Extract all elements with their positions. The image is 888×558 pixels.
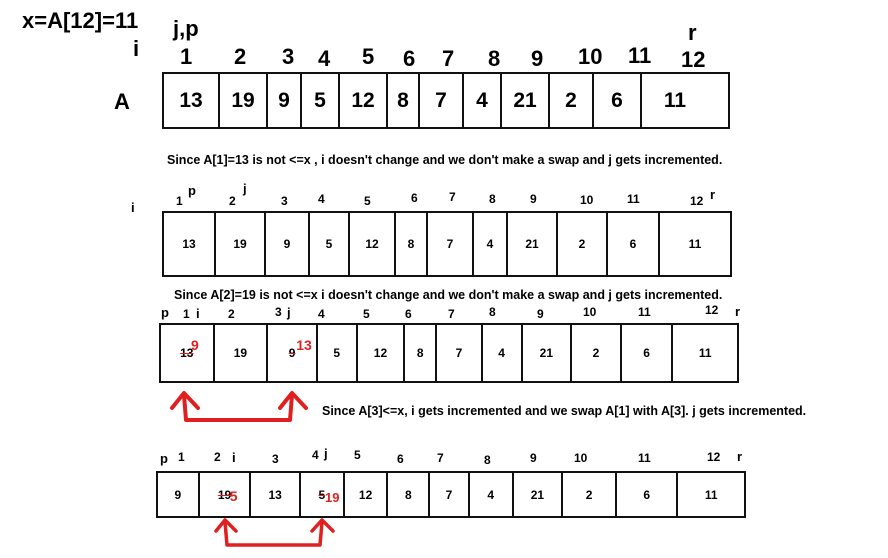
index-label: 6 <box>403 46 416 71</box>
array-cell: 4 <box>464 74 502 127</box>
array-cell: 7 <box>420 74 464 127</box>
index-label: 9 <box>537 307 544 321</box>
new-value: 13 <box>296 337 312 353</box>
old-value: 5 <box>318 487 326 502</box>
array-cell: 21 <box>514 473 564 516</box>
array-cell: 2 <box>558 213 608 275</box>
index-label: 2 <box>214 450 221 464</box>
index-label: 7 <box>448 307 455 321</box>
index-label: 7 <box>437 451 444 465</box>
index-label: 4 <box>312 448 319 462</box>
index-label: 12 <box>707 450 721 464</box>
array-cell: 13 <box>251 473 301 516</box>
array-cell: 7 <box>430 473 470 516</box>
array-cell: 12 <box>350 213 396 275</box>
p-pointer-label: p <box>161 305 169 320</box>
array-cell: 8 <box>405 325 437 381</box>
r-pointer-label: r <box>688 20 697 45</box>
array-cell: 21 <box>502 74 550 127</box>
index-label: 4 <box>318 46 331 71</box>
index-label: 11 <box>628 43 652 68</box>
index-label: 1 <box>178 450 185 464</box>
array-cell: 6 <box>622 325 674 381</box>
index-label: 11 <box>638 451 651 465</box>
array-cell: 4 <box>474 213 508 275</box>
array-cell: 2 <box>550 74 594 127</box>
i-pointer-label: i <box>133 36 140 61</box>
step-2-caption: Since A[2]=19 is not <=x i doesn't change and we don't make a swap and j gets incremented. <box>174 288 723 302</box>
index-label: 5 <box>354 448 361 462</box>
array-cell: 12 <box>345 473 389 516</box>
array-cell: 7 <box>437 325 483 381</box>
step-1-caption: Since A[1]=13 is not <=x , i doesn't change and we don't make a swap and j gets incremented. <box>167 153 723 167</box>
new-value: 9 <box>191 337 199 353</box>
array-cell: 2 <box>563 473 617 516</box>
index-label: 1 <box>183 307 190 321</box>
array-cell: 9 <box>158 473 200 516</box>
array-cell: 4 <box>483 325 523 381</box>
index-label: 6 <box>411 191 418 205</box>
i-pointer-label: i <box>232 450 236 465</box>
index-label: 7 <box>442 46 455 71</box>
step-3-caption: Since A[3]<=x, i gets incremented and we swap A[1] with A[3]. j gets incremented. <box>322 404 807 418</box>
index-label: 5 <box>362 44 375 69</box>
array-cell: 13 <box>164 74 220 127</box>
index-label: 3 <box>281 194 288 208</box>
index-label: 5 <box>364 194 371 208</box>
index-label: 10 <box>580 193 594 207</box>
index-label: 9 <box>530 451 537 465</box>
index-label: 2 <box>229 194 236 208</box>
r-pointer-label: r <box>735 304 741 319</box>
index-label: 9 <box>531 46 544 71</box>
j-pointer-label: j <box>324 446 328 461</box>
array-cell: 7 <box>428 213 474 275</box>
array-cell: 5 <box>310 213 350 275</box>
new-value: 5 <box>229 488 238 504</box>
array-cell: 2 <box>572 325 622 381</box>
index-label: 12 <box>705 303 719 317</box>
index-label: 12 <box>681 47 706 72</box>
swap-arrow-step3 <box>172 393 306 420</box>
old-value: 13 <box>180 346 194 360</box>
array-cell: 11 <box>698 346 712 360</box>
index-label: 12 <box>690 194 704 208</box>
array-cell: 5 <box>318 325 358 381</box>
swap-arrow-step4 <box>216 520 333 545</box>
array-cell: 19 <box>216 213 266 275</box>
array-cell: 11 <box>688 237 702 251</box>
index-label: 3 <box>272 452 279 466</box>
array-cell: 6 <box>594 74 642 127</box>
index-label: 10 <box>574 451 588 465</box>
index-label: 2 <box>228 307 235 321</box>
array-cell: 11 <box>704 487 718 502</box>
j-pointer-label: j <box>287 305 291 320</box>
index-label: 9 <box>530 192 537 206</box>
old-value: 19 <box>217 487 232 502</box>
pivot-label: x=A[12]=11 <box>22 8 139 33</box>
index-label: 3 <box>275 305 282 319</box>
array-cell: 19 <box>220 74 268 127</box>
array-cell: 8 <box>388 473 430 516</box>
array-cell: 9 <box>268 74 302 127</box>
index-label: 10 <box>583 305 597 319</box>
array-cell: 13 <box>164 213 216 275</box>
array-cell: 5 <box>302 74 340 127</box>
index-label: 10 <box>578 44 603 69</box>
index-label: 8 <box>489 305 496 319</box>
r-pointer-label: r <box>710 187 716 202</box>
array-cell: 6 <box>608 213 660 275</box>
array-cell: 8 <box>388 74 420 127</box>
index-label: 3 <box>282 44 295 69</box>
array-cell: 6 <box>617 473 679 516</box>
old-value: 9 <box>288 346 296 360</box>
array-cell: 9 <box>266 213 310 275</box>
r-pointer-label: r <box>737 449 743 464</box>
j-pointer-label: j <box>243 181 247 196</box>
new-value: 19 <box>325 490 340 505</box>
index-label: 4 <box>318 307 325 321</box>
index-label: 2 <box>234 44 247 69</box>
index-label: 1 <box>176 194 183 208</box>
array-cell: 21 <box>508 213 558 275</box>
index-label: 1 <box>180 44 193 69</box>
p-pointer-label: p <box>160 451 168 466</box>
p-pointer-label: p <box>188 183 196 198</box>
array-cell: 12 <box>358 325 406 381</box>
array-cell: 8 <box>396 213 428 275</box>
index-label: 11 <box>627 192 640 206</box>
array-cell: 19 <box>215 325 269 381</box>
i-pointer-label: i <box>131 200 135 215</box>
index-label: 8 <box>488 46 501 71</box>
array-cell: 11 <box>663 88 687 112</box>
array-cell: 21 <box>523 325 573 381</box>
index-label: 7 <box>449 190 456 204</box>
index-label: 8 <box>489 192 496 206</box>
array-cell: 12 <box>340 74 388 127</box>
index-label: 5 <box>363 307 370 321</box>
array-name-label: A <box>114 89 130 114</box>
index-label: 11 <box>638 305 651 319</box>
index-label: 6 <box>405 307 412 321</box>
array-cell: 4 <box>470 473 514 516</box>
jp-pointer-label: j,p <box>173 16 199 41</box>
i-pointer-label: i <box>196 306 200 321</box>
index-label: 4 <box>318 192 325 206</box>
index-label: 8 <box>484 453 491 467</box>
index-label: 6 <box>397 452 404 466</box>
